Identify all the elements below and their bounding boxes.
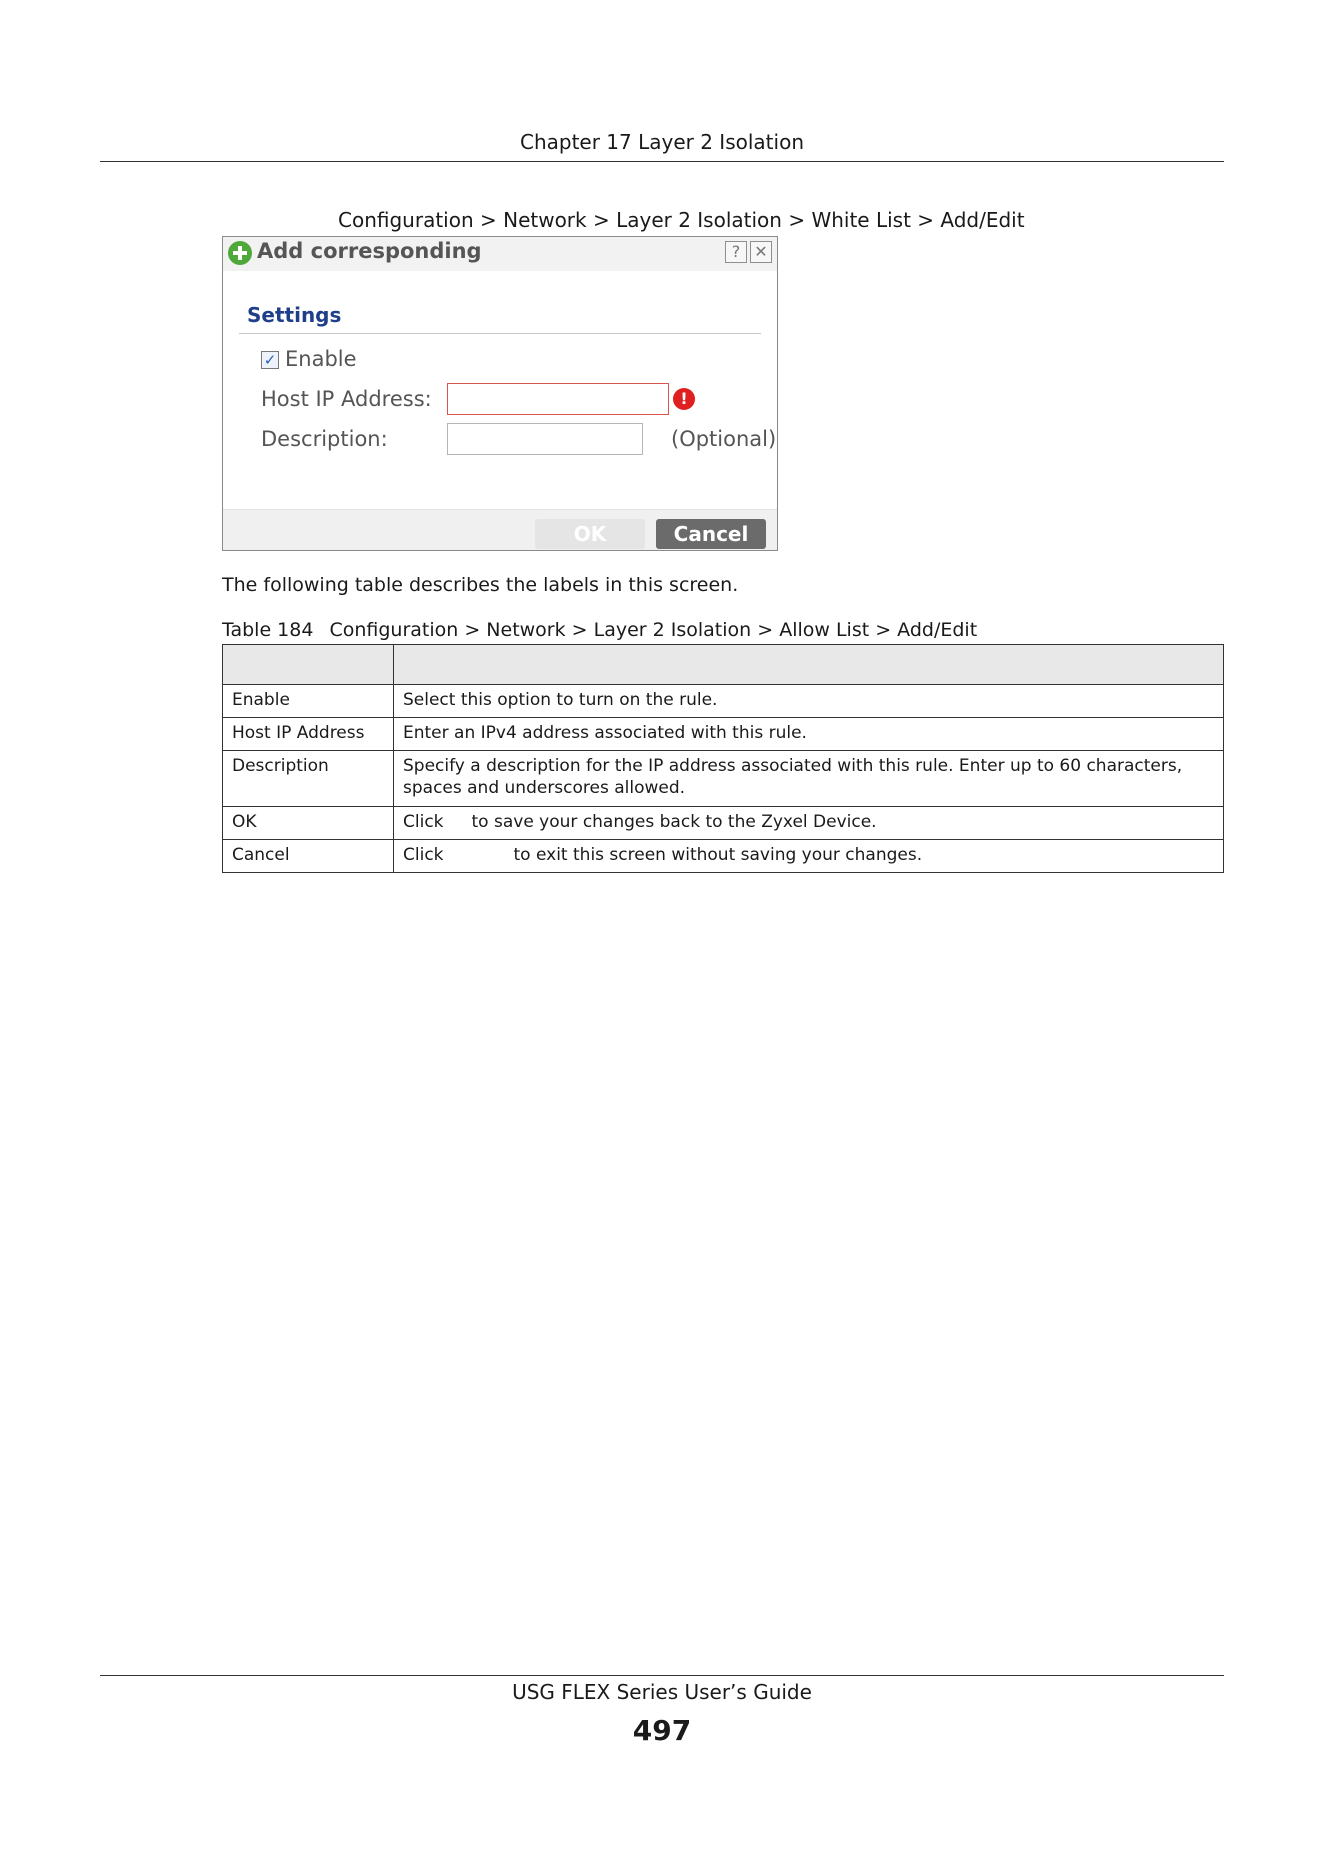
- page-number: 497: [632, 1714, 692, 1747]
- dialog-title: Add corresponding: [257, 239, 482, 263]
- row-click-word: Click: [403, 845, 444, 865]
- row-description-cell: [394, 840, 1224, 873]
- table-row: [223, 751, 1224, 807]
- section-divider: [239, 333, 761, 334]
- intro-text: The following table describes the labels in this screen.: [222, 574, 739, 596]
- row-click-word: Click: [403, 812, 444, 832]
- dialog-footer: [223, 509, 777, 550]
- row-description: Enter an IPv4 address associated with this rule.: [394, 718, 1224, 751]
- row-label: OK: [223, 807, 394, 840]
- enable-checkbox[interactable]: ✓: [261, 351, 279, 369]
- host-ip-input[interactable]: [447, 383, 669, 415]
- table-row: [223, 718, 1224, 751]
- row-label: Enable: [223, 685, 394, 718]
- help-icon[interactable]: ?: [725, 241, 747, 263]
- row-description-cell: [394, 807, 1224, 840]
- figure-caption: Configuration > Network > Layer 2 Isolation > White List > Add/Edit: [338, 208, 1025, 232]
- row-label: Description: [223, 751, 394, 807]
- row-label: Host IP Address: [223, 718, 394, 751]
- table-header-row: [223, 645, 1224, 685]
- dialog-titlebar: [223, 237, 777, 271]
- labels-table: [222, 644, 1224, 873]
- table-row: [223, 840, 1224, 873]
- row-label: Cancel: [223, 840, 394, 873]
- optional-label: (Optional): [671, 427, 777, 451]
- row-description: to exit this screen without saving your changes.: [513, 845, 923, 865]
- table-header-cell: [223, 645, 394, 685]
- table-caption: [222, 619, 977, 641]
- row-description: to save your changes back to the Zyxel Device.: [471, 812, 877, 832]
- settings-section-title: Settings: [247, 303, 342, 327]
- table-row: [223, 807, 1224, 840]
- table-number: Table 184: [222, 619, 314, 641]
- table-header-cell: [394, 645, 1224, 685]
- add-corresponding-dialog: [222, 236, 778, 551]
- ok-button[interactable]: OK: [535, 519, 645, 549]
- error-icon: !: [673, 388, 695, 410]
- description-label: Description:: [261, 427, 388, 451]
- row-description: Select this option to turn on the rule.: [394, 685, 1224, 718]
- host-ip-label: Host IP Address:: [261, 387, 432, 411]
- close-icon[interactable]: ✕: [750, 241, 772, 263]
- enable-label: Enable: [285, 347, 357, 371]
- description-input[interactable]: [447, 423, 643, 455]
- page-footer: USG FLEX Series User’s Guide: [100, 1675, 1224, 1704]
- add-icon: [228, 241, 252, 265]
- cancel-button[interactable]: Cancel: [656, 519, 766, 549]
- page-header: Chapter 17 Layer 2 Isolation: [100, 128, 1224, 162]
- table-title: Configuration > Network > Layer 2 Isolation > Allow List > Add/Edit: [329, 619, 978, 641]
- row-description: Specify a description for the IP address associated with this rule. Enter up to 60 characters, spaces and underscores allowed.: [394, 751, 1224, 807]
- table-row: [223, 685, 1224, 718]
